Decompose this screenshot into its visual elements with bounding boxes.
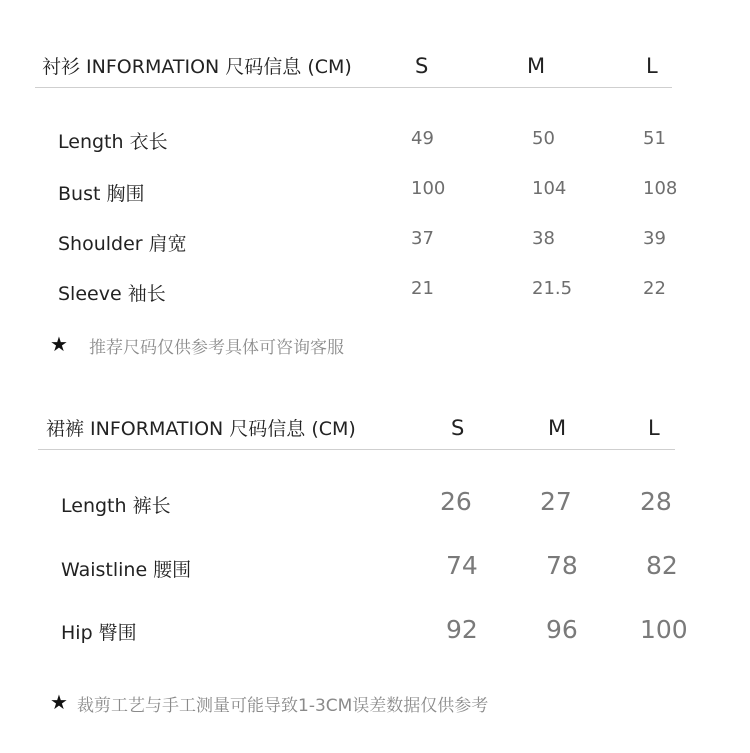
value-s: 74 (446, 551, 478, 580)
value-s: 92 (446, 615, 478, 644)
shirt-header-divider (35, 87, 672, 88)
row-label: Bust 胸围 (58, 183, 145, 205)
value-l: 82 (646, 551, 678, 580)
value-s: 49 (411, 128, 434, 149)
value-m: 50 (532, 128, 555, 149)
skirt-table-title: 裙裤 INFORMATION 尺码信息 (CM) (46, 418, 356, 440)
value-m: 27 (540, 487, 572, 516)
skirt-header-divider (38, 449, 675, 450)
shirt-note: 推荐尺码仅供参考具体可咨询客服 (89, 338, 344, 358)
value-s: 100 (411, 178, 446, 199)
star-icon: ★ (50, 690, 68, 714)
shirt-size-header-s: S (415, 54, 429, 78)
row-label: Shoulder 肩宽 (58, 233, 187, 255)
value-l: 28 (640, 487, 672, 516)
skirt-note: 裁剪工艺与手工测量可能导致1-3CM误差数据仅供参考 (77, 696, 489, 716)
value-m: 96 (546, 615, 578, 644)
value-m: 78 (546, 551, 578, 580)
value-l: 51 (643, 128, 666, 149)
shirt-size-header-l: L (646, 54, 658, 78)
star-icon: ★ (50, 332, 68, 356)
value-l: 39 (643, 228, 666, 249)
value-s: 37 (411, 228, 434, 249)
row-label: Waistline 腰围 (61, 559, 192, 581)
value-m: 21.5 (532, 278, 573, 299)
shirt-table-title: 衬衫 INFORMATION 尺码信息 (CM) (42, 56, 352, 78)
value-s: 26 (440, 487, 472, 516)
row-label: Hip 臀围 (61, 622, 137, 644)
value-l: 108 (643, 178, 678, 199)
row-label: Length 衣长 (58, 131, 168, 153)
shirt-size-header-m: M (527, 54, 546, 78)
value-s: 21 (411, 278, 434, 299)
skirt-size-header-l: L (648, 416, 660, 440)
skirt-size-header-m: M (548, 416, 567, 440)
skirt-size-header-s: S (451, 416, 465, 440)
value-l: 22 (643, 278, 666, 299)
value-l: 100 (640, 615, 688, 644)
row-label: Length 裤长 (61, 495, 171, 517)
value-m: 38 (532, 228, 555, 249)
row-label: Sleeve 袖长 (58, 283, 166, 305)
value-m: 104 (532, 178, 567, 199)
